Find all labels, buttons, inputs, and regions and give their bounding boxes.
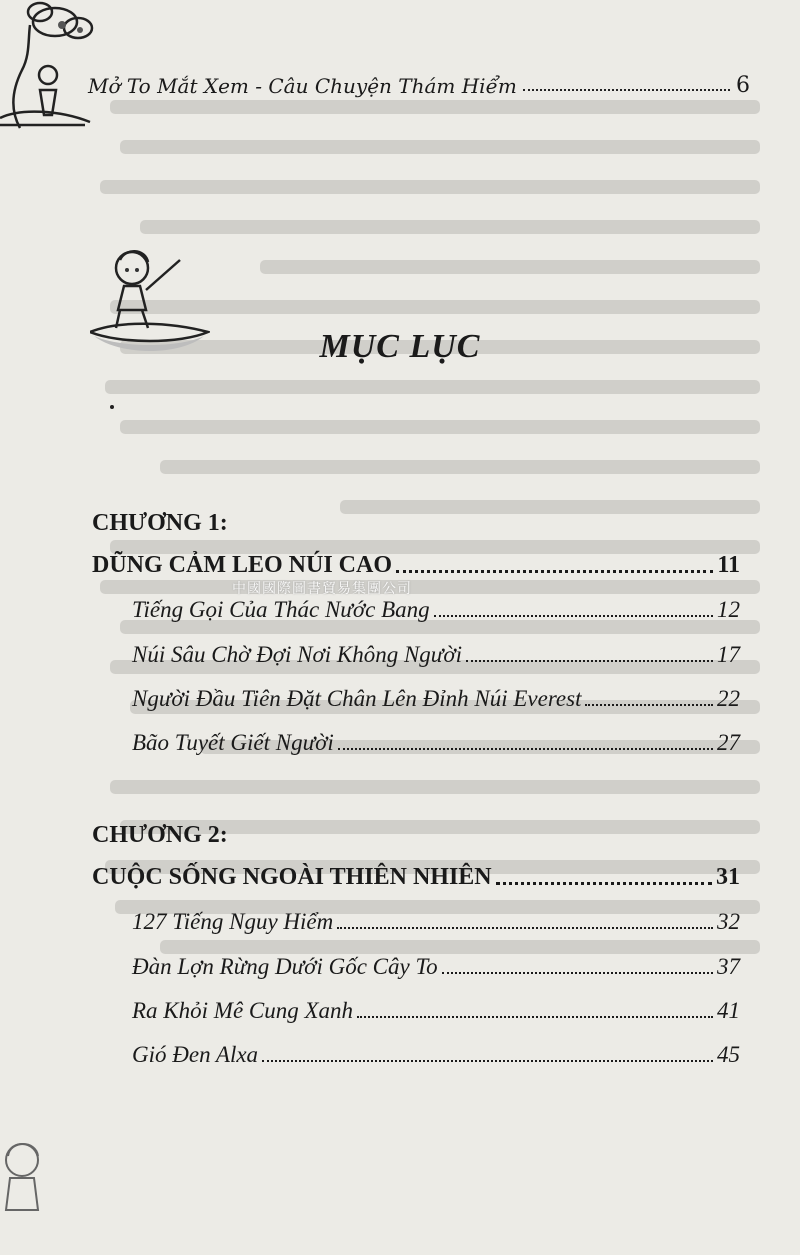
bleed-lines (60, 90, 760, 990)
chapter-2-page: 31 (716, 864, 740, 890)
bottom-left-girl-illustration (0, 1130, 60, 1255)
toc-entry[interactable] (132, 998, 740, 1024)
chapter-2-title: CUỘC SỐNG NGOÀI THIÊN NHIÊN (92, 864, 492, 890)
toc-entry[interactable] (132, 730, 740, 756)
toc-entry-page: 32 (717, 909, 740, 934)
toc-entry-page: 22 (717, 686, 740, 711)
toc-entry-title: Đàn Lợn Rừng Dưới Gốc Cây To (132, 954, 438, 979)
toc-entry-page: 37 (717, 954, 740, 979)
header-title: Mở To Mắt Xem - Câu Chuyện Thám Hiểm (88, 74, 517, 98)
leader-dots (262, 1060, 713, 1062)
toc-entry[interactable] (132, 1042, 740, 1068)
toc-entry-title: Tiếng Gọi Của Thác Nước Bang (132, 597, 430, 622)
chapter-1-page: 11 (717, 552, 740, 578)
leader-dots (357, 1016, 713, 1018)
toc-entry-page: 12 (717, 597, 740, 622)
stray-dot (110, 405, 114, 409)
toc-entry-title: Người Đầu Tiên Đặt Chân Lên Đỉnh Núi Everest (132, 686, 582, 711)
chapter-2-heading: CHƯƠNG 2: (92, 822, 228, 848)
header-leader-dots (523, 89, 730, 91)
toc-entry-title: Bão Tuyết Giết Người (132, 730, 334, 755)
corner-girl-tree-illustration (0, 0, 100, 130)
toc-title: MỤC LỤC (319, 328, 481, 365)
toc-entry[interactable] (132, 954, 740, 980)
leader-dots (434, 615, 713, 617)
toc-entry-title: Núi Sâu Chờ Đợi Nơi Không Người (132, 642, 463, 667)
toc-entry-page: 17 (717, 642, 740, 667)
leader-dots (396, 570, 713, 573)
chapter-2-title-row[interactable] (92, 864, 740, 891)
toc-entry-page: 45 (717, 1042, 740, 1067)
leader-dots (338, 748, 713, 750)
toc-entry-page: 27 (717, 730, 740, 755)
running-header (88, 62, 750, 98)
chapter-1-title: DŨNG CẢM LEO NÚI CAO (92, 552, 392, 578)
watermark: 中國國際圖書貿易集團公司 (232, 581, 412, 597)
toc-entry[interactable] (132, 909, 740, 935)
toc-entry-title: Gió Đen Alxa (132, 1042, 259, 1067)
leader-dots (585, 704, 713, 706)
leader-dots (466, 660, 713, 662)
leader-dots (442, 972, 713, 974)
leader-dots (337, 927, 713, 929)
leader-dots (496, 882, 712, 885)
toc-entry[interactable] (132, 686, 740, 712)
chapter-1-title-row[interactable] (92, 552, 740, 579)
toc-entry[interactable] (132, 597, 740, 623)
toc-entry-title: 127 Tiếng Nguy Hiểm (132, 909, 334, 934)
toc-entry[interactable] (132, 642, 740, 668)
chapter-1-heading: CHƯƠNG 1: (92, 510, 228, 536)
toc-entry-title: Ra Khỏi Mê Cung Xanh (132, 998, 354, 1023)
header-page-number: 6 (736, 73, 750, 98)
toc-entry-page: 41 (717, 998, 740, 1023)
